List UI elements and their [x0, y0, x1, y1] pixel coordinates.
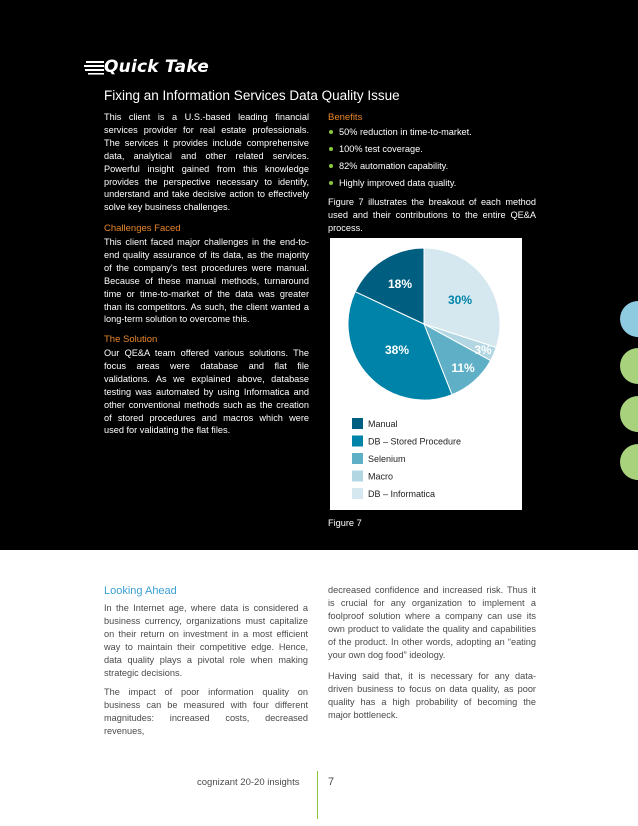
footer-publication: cognizant 20-20 insights	[197, 777, 300, 788]
legend-label: Manual	[368, 419, 398, 429]
pie-data-label: 38%	[384, 343, 410, 357]
looking-ahead-right	[328, 584, 536, 722]
page-title: Fixing an Information Services Data Quality Issue	[104, 88, 400, 103]
pie-data-label: 18%	[387, 277, 413, 291]
solution-heading: The Solution	[104, 334, 158, 345]
pie-data-label: 11%	[451, 361, 475, 375]
list-item: 82% automation capability.	[328, 160, 536, 177]
quick-take-logo	[84, 57, 214, 79]
bullet-icon	[329, 147, 333, 151]
legend-swatch	[352, 418, 363, 429]
looking-ahead-left	[104, 584, 308, 738]
looking-ahead-p2: The impact of poor information quality on business can be measured with four different magnitudes: increased costs, decreased revenues,	[104, 687, 308, 736]
speed-lines-icon	[84, 61, 106, 75]
figure-7-chart	[330, 238, 522, 510]
legend-swatch	[352, 471, 363, 482]
looking-ahead-p1: In the Internet age, where data is considered a business currency, organizations must capitalize on their return on investment in a most efficient way to maintain their competitive edge. Hence, data quality plays a pivotal role when making strategic decisions.	[104, 603, 308, 678]
legend-swatch	[352, 453, 363, 464]
page-number: 7	[328, 776, 335, 788]
left-column	[104, 111, 309, 437]
pie-data-label: 30%	[447, 293, 473, 307]
list-item: 50% reduction in time-to-market.	[328, 126, 536, 143]
legend-swatch	[352, 436, 363, 447]
challenges-heading: Challenges Faced	[104, 223, 181, 234]
looking-ahead-p3: decreased confidence and increased risk. Thus it is crucial for any organization to implement a foolproof solution where a company can use its own product to validate the quality and capabilities of the product. In other words, adopting an “eating your own dog food” ideology.	[328, 585, 536, 660]
legend-label: DB – Stored Procedure	[368, 436, 462, 447]
intro-paragraph: This client is a U.S.-based leading financial services provider for real estate professionals. The services it provides include comprehensive data, analytical and other related services. Powerful insight gained from this knowledge provides the perspective necessary to identify, understand and take decisive action to effectively solve key business challenges.	[104, 112, 309, 213]
list-item: Highly improved data quality.	[328, 177, 536, 194]
solution-paragraph: Our QE&A team offered various solutions. The focus areas were database and flat file validations. As we explained above, database testing was automated by using Informatica and other conventional methods such as the creation of stored procedures and macros which were used for validating the flat files.	[104, 348, 309, 436]
benefits-list	[328, 126, 536, 194]
bullet-icon	[329, 164, 333, 168]
legend-label: DB – Informatica	[368, 489, 436, 499]
looking-ahead-p4: Having said that, it is necessary for any data-driven business to focus on data quality, as poor quality has a high probability of becoming the major bottleneck.	[328, 671, 536, 720]
figure-intro-paragraph: Figure 7 illustrates the breakout of each method used and their contributions to the entire QE&A process.	[328, 197, 536, 233]
bullet-icon	[329, 181, 333, 185]
challenges-paragraph: This client faced major challenges in the end-to-end quality assurance of its data, as the majority of the company's test procedures were manual. Because of these manual methods, turnaround time or time-to-market of the data was greater than its competitors. As such, the client wanted a long-term solution to overcome this.	[104, 237, 309, 325]
list-item: 100% test coverage.	[328, 143, 536, 160]
pie-chart	[330, 238, 522, 510]
legend-label: Selenium	[368, 454, 406, 464]
right-column	[328, 111, 536, 235]
brand-name: Quick Take	[104, 57, 209, 77]
figure-caption: Figure 7	[328, 518, 362, 528]
legend-label: Macro	[368, 471, 394, 482]
footer-divider	[317, 771, 318, 819]
looking-ahead-heading: Looking Ahead	[104, 585, 177, 597]
pie-data-label: 3%	[474, 343, 492, 357]
bullet-icon	[329, 130, 333, 134]
legend-swatch	[352, 488, 363, 499]
benefits-heading: Benefits	[328, 112, 363, 123]
